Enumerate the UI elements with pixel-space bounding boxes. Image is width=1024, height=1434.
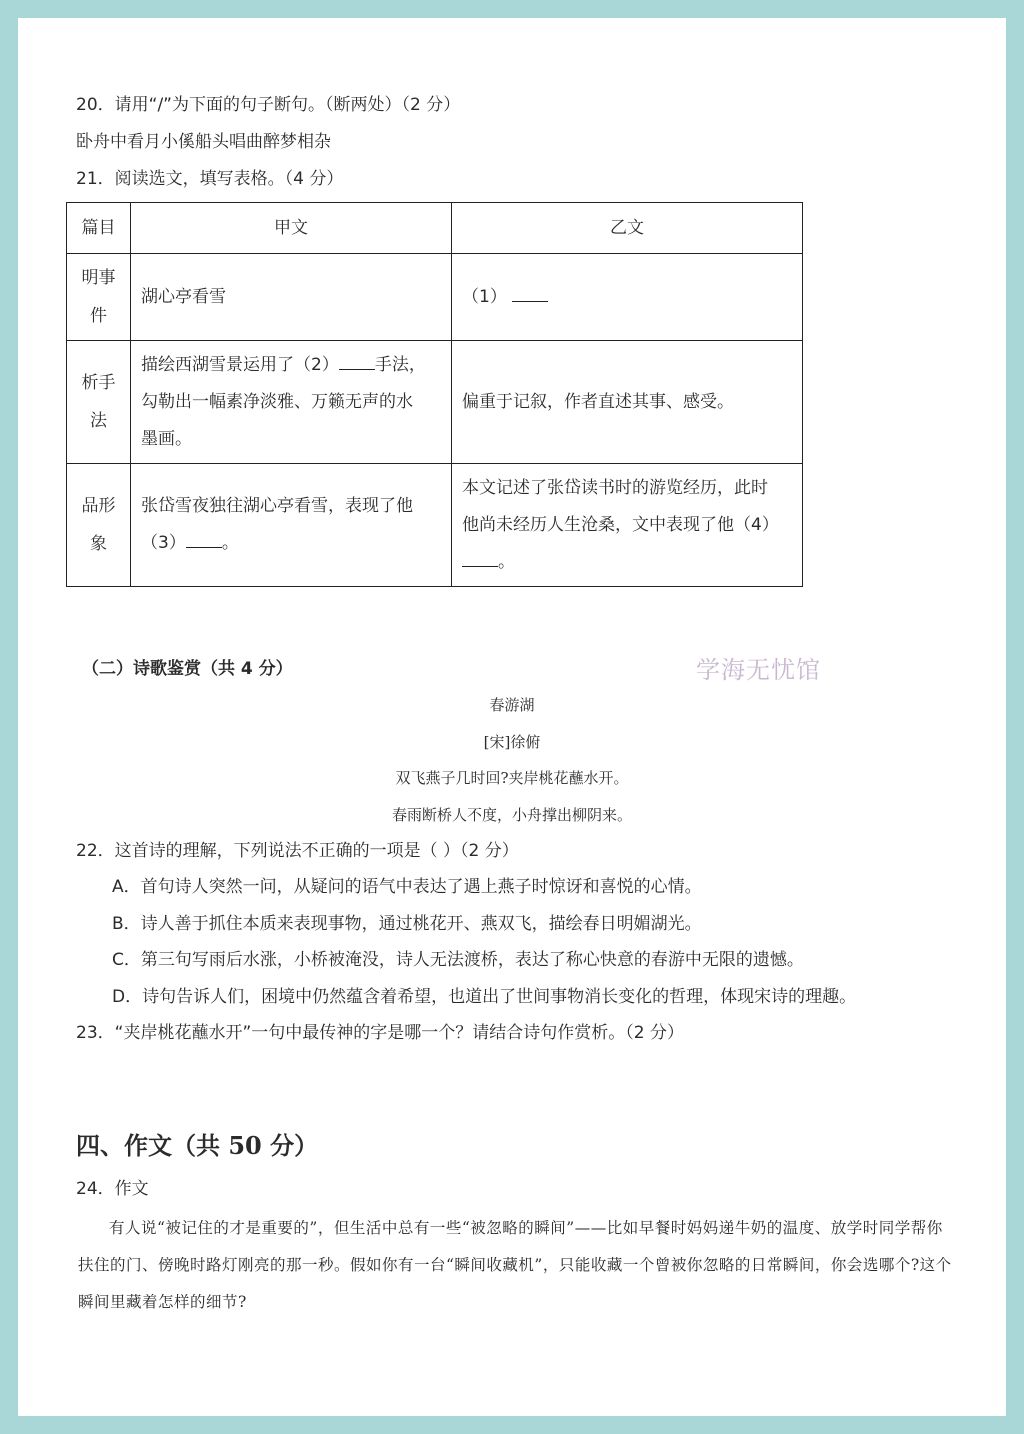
q22-prompt: 22．这首诗的理解，下列说法不正确的一项是（ ）（2 分） — [76, 841, 519, 861]
poem-author: [宋]徐俯 — [483, 733, 541, 751]
table-row — [67, 341, 803, 464]
cell-jia-technique: 描绘西湖雪景运用了（2） 手法， 勾勒出一幅素净淡雅、万籁无声的水 墨画。 — [131, 341, 452, 464]
answer-blank-4[interactable] — [462, 552, 498, 567]
q23-prompt: 23．“夹岸桃花蘸水开”一句中最传神的字是哪一个？请结合诗句作赏析。（2 分） — [76, 1023, 684, 1043]
q22-option-c: C．第三句写雨后水涨，小桥被淹没，诗人无法渡桥，表达了称心快意的春游中无限的遗憾。 — [112, 950, 804, 970]
cell-yi-event: （1） — [452, 254, 803, 341]
cell-yi-character: 本文记述了张岱读书时的游览经历，此时 他尚未经历人生沧桑，文中表现了他（4） 。 — [452, 464, 803, 587]
q22-option-b: B．诗人善于抓住本质来表现事物，通过桃花开、燕双飞，描绘春日明媚湖光。 — [112, 914, 702, 934]
header-jiawen: 甲文 — [131, 203, 452, 254]
q22-option-a: A．首句诗人突然一问，从疑问的语气中表达了遇上燕子时惊讶和喜悦的心情。 — [112, 877, 702, 897]
section-writing-title: 四、作文（共 50 分） — [76, 1131, 319, 1160]
cell-jia-character: 张岱雪夜独往湖心亭看雪，表现了他 （3） 。 — [131, 464, 452, 587]
header-pianmu: 篇目 — [67, 203, 131, 254]
poem-title: 春游湖 — [489, 696, 535, 714]
row-label-character: 品形 象 — [67, 464, 131, 587]
reading-comparison-table — [66, 202, 803, 587]
q20-sentence: 卧舟中看月小傒船头唱曲醉梦相杂 — [76, 132, 331, 152]
table-row — [67, 464, 803, 587]
answer-blank-2[interactable] — [339, 355, 375, 370]
cell-jia-event: 湖心亭看雪 — [131, 254, 452, 341]
table-header-row — [67, 203, 803, 254]
answer-blank-1[interactable] — [512, 287, 548, 302]
row-label-technique: 析手 法 — [67, 341, 131, 464]
q22-option-d: D．诗句告诉人们，困境中仍然蕴含着希望，也道出了世间事物消长变化的哲理，体现宋诗的理趣。 — [112, 987, 857, 1007]
section-poetry-title: （二）诗歌鉴赏（共 4 分） — [82, 659, 293, 679]
q21-prompt: 21．阅读选文，填写表格。（4 分） — [76, 169, 344, 189]
q20-prompt: 20．请用“/”为下面的句子断句。（断两处）（2 分） — [76, 95, 461, 115]
poem-line-2: 春雨断桥人不度，小舟撑出柳阴来。 — [391, 806, 632, 824]
row-label-event: 明事 件 — [67, 254, 131, 341]
cell-yi-technique: 偏重于记叙，作者直述其事、感受。 — [452, 341, 803, 464]
answer-blank-3[interactable] — [186, 533, 222, 548]
watermark-logo: 学海无忧馆 — [696, 656, 821, 684]
header-yiwen: 乙文 — [452, 203, 803, 254]
essay-prompt: 有人说“被记住的才是重要的”，但生活中总有一些“被忽略的瞬间”——比如早餐时妈妈递牛奶的温度、放学时同学帮你扶住的门、傍晚时路灯刚亮的那一秒。假如你有一台“瞬间收藏机”，只能收藏一个曾被你忽略的日常瞬间，你会选哪个?这个瞬间里藏着怎样的细节? — [78, 1219, 952, 1311]
poem-line-1: 双飞燕子几时回?夹岸桃花蘸水开。 — [395, 769, 629, 787]
q24-label: 24．作文 — [76, 1179, 149, 1199]
table-row — [67, 254, 803, 341]
